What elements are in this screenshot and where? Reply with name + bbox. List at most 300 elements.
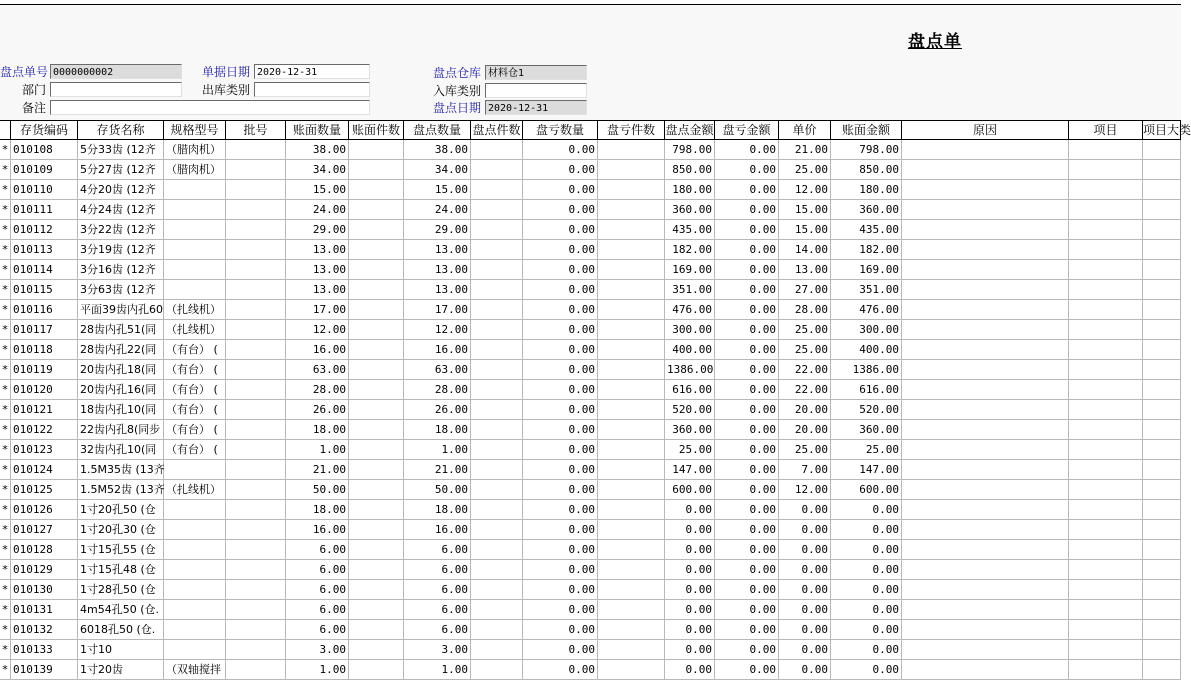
cell-loss-pieces[interactable] — [598, 360, 665, 380]
cell-book-pieces[interactable] — [349, 160, 404, 180]
cell-book-amount[interactable]: 400.00 — [831, 340, 902, 360]
cell-book-qty[interactable]: 28.00 — [286, 380, 349, 400]
cell-loss-amount[interactable]: 0.00 — [715, 440, 779, 460]
table-row[interactable] — [0, 500, 1181, 520]
cell-book-pieces[interactable] — [349, 320, 404, 340]
cell-book-pieces[interactable] — [349, 200, 404, 220]
cell-book-pieces[interactable] — [349, 220, 404, 240]
cell-loss-amount[interactable]: 0.00 — [715, 600, 779, 620]
cell-spec[interactable] — [164, 540, 226, 560]
cell-loss-amount[interactable]: 0.00 — [715, 580, 779, 600]
cell-check-pieces[interactable] — [471, 380, 523, 400]
cell-unit-price[interactable]: 20.00 — [779, 420, 831, 440]
table-row[interactable] — [0, 220, 1181, 240]
cell-book-pieces[interactable] — [349, 540, 404, 560]
cell-inv-name[interactable]: 4分20齿 (12齐 — [78, 180, 164, 200]
cell-loss-qty[interactable]: 0.00 — [523, 580, 598, 600]
cell-batch[interactable] — [226, 460, 286, 480]
cell-check-amount[interactable]: 180.00 — [665, 180, 715, 200]
cell-check-pieces[interactable] — [471, 280, 523, 300]
cell-inv-name[interactable]: 1寸28孔50 (仓 — [78, 580, 164, 600]
cell-batch[interactable] — [226, 300, 286, 320]
cell-check-amount[interactable]: 0.00 — [665, 620, 715, 640]
cell-check-qty[interactable]: 1.00 — [404, 660, 471, 680]
cell-inv-code[interactable]: 010125 — [11, 480, 78, 500]
cell-book-qty[interactable]: 38.00 — [286, 140, 349, 160]
cell-spec[interactable] — [164, 240, 226, 260]
cell-loss-pieces[interactable] — [598, 220, 665, 240]
cell-project-class[interactable] — [1143, 460, 1181, 480]
cell-check-qty[interactable]: 16.00 — [404, 340, 471, 360]
cell-book-amount[interactable]: 850.00 — [831, 160, 902, 180]
cell-unit-price[interactable]: 22.00 — [779, 380, 831, 400]
cell-unit-price[interactable]: 0.00 — [779, 560, 831, 580]
cell-check-qty[interactable]: 38.00 — [404, 140, 471, 160]
table-row[interactable] — [0, 300, 1181, 320]
cell-check-amount[interactable]: 0.00 — [665, 560, 715, 580]
cell-row-marker[interactable]: * — [0, 500, 11, 520]
cell-inv-code[interactable]: 010108 — [11, 140, 78, 160]
cell-loss-qty[interactable]: 0.00 — [523, 200, 598, 220]
cell-check-qty[interactable]: 1.00 — [404, 440, 471, 460]
cell-loss-pieces[interactable] — [598, 500, 665, 520]
cell-inv-code[interactable]: 010124 — [11, 460, 78, 480]
cell-check-amount[interactable]: 0.00 — [665, 640, 715, 660]
cell-check-qty[interactable]: 24.00 — [404, 200, 471, 220]
cell-book-amount[interactable]: 169.00 — [831, 260, 902, 280]
cell-check-amount[interactable]: 0.00 — [665, 660, 715, 680]
cell-reason[interactable] — [902, 220, 1069, 240]
cell-check-qty[interactable]: 6.00 — [404, 600, 471, 620]
cell-loss-amount[interactable]: 0.00 — [715, 280, 779, 300]
cell-loss-pieces[interactable] — [598, 460, 665, 480]
cell-unit-price[interactable]: 0.00 — [779, 640, 831, 660]
cell-inv-code[interactable]: 010116 — [11, 300, 78, 320]
cell-loss-amount[interactable]: 0.00 — [715, 640, 779, 660]
cell-book-qty[interactable]: 12.00 — [286, 320, 349, 340]
cell-batch[interactable] — [226, 280, 286, 300]
cell-row-marker[interactable]: * — [0, 560, 11, 580]
cell-project-class[interactable] — [1143, 160, 1181, 180]
cell-loss-amount[interactable]: 0.00 — [715, 260, 779, 280]
cell-project[interactable] — [1069, 200, 1143, 220]
col-header-batch[interactable]: 批号 — [226, 121, 286, 139]
cell-check-qty[interactable]: 18.00 — [404, 500, 471, 520]
cell-loss-pieces[interactable] — [598, 300, 665, 320]
warehouse-field[interactable]: 材料仓1 — [485, 65, 587, 80]
cell-book-amount[interactable]: 180.00 — [831, 180, 902, 200]
cell-inv-name[interactable]: 4m54孔50 (仓. — [78, 600, 164, 620]
cell-project-class[interactable] — [1143, 520, 1181, 540]
cell-loss-pieces[interactable] — [598, 200, 665, 220]
cell-inv-code[interactable]: 010109 — [11, 160, 78, 180]
cell-unit-price[interactable]: 25.00 — [779, 320, 831, 340]
check-date-field[interactable]: 2020-12-31 — [485, 100, 587, 115]
cell-loss-qty[interactable]: 0.00 — [523, 640, 598, 660]
col-header-check-amount[interactable]: 盘点金额 — [665, 123, 714, 137]
col-header-row-marker[interactable] — [0, 121, 11, 139]
cell-row-marker[interactable]: * — [0, 220, 11, 240]
cell-batch[interactable] — [226, 480, 286, 500]
col-header-unit-price[interactable]: 单价 — [779, 121, 831, 139]
cell-loss-amount[interactable]: 0.00 — [715, 200, 779, 220]
cell-loss-qty[interactable]: 0.00 — [523, 220, 598, 240]
cell-loss-qty[interactable]: 0.00 — [523, 140, 598, 160]
cell-book-amount[interactable]: 147.00 — [831, 460, 902, 480]
cell-batch[interactable] — [226, 160, 286, 180]
table-row[interactable] — [0, 260, 1181, 280]
cell-loss-qty[interactable]: 0.00 — [523, 420, 598, 440]
cell-check-qty[interactable]: 13.00 — [404, 240, 471, 260]
cell-row-marker[interactable]: * — [0, 480, 11, 500]
cell-check-pieces[interactable] — [471, 340, 523, 360]
cell-project-class[interactable] — [1143, 500, 1181, 520]
cell-check-qty[interactable]: 63.00 — [404, 360, 471, 380]
cell-check-amount[interactable]: 0.00 — [665, 520, 715, 540]
cell-book-pieces[interactable] — [349, 360, 404, 380]
cell-unit-price[interactable]: 0.00 — [779, 500, 831, 520]
doc-date-field[interactable]: 2020-12-31 — [254, 64, 370, 79]
cell-loss-pieces[interactable] — [598, 580, 665, 600]
cell-spec[interactable]: （双轴搅拌 — [164, 660, 226, 680]
cell-book-pieces[interactable] — [349, 280, 404, 300]
table-row[interactable] — [0, 420, 1181, 440]
cell-row-marker[interactable]: * — [0, 620, 11, 640]
cell-reason[interactable] — [902, 660, 1069, 680]
cell-check-pieces[interactable] — [471, 440, 523, 460]
cell-loss-pieces[interactable] — [598, 440, 665, 460]
cell-unit-price[interactable]: 27.00 — [779, 280, 831, 300]
cell-project[interactable] — [1069, 320, 1143, 340]
cell-project-class[interactable] — [1143, 360, 1181, 380]
cell-loss-pieces[interactable] — [598, 640, 665, 660]
cell-inv-name[interactable]: 4分24齿 (12齐 — [78, 200, 164, 220]
cell-loss-pieces[interactable] — [598, 540, 665, 560]
cell-reason[interactable] — [902, 640, 1069, 660]
cell-project-class[interactable] — [1143, 220, 1181, 240]
table-row[interactable] — [0, 160, 1181, 180]
cell-spec[interactable] — [164, 220, 226, 240]
col-header-inv-name[interactable]: 存货名称 — [78, 121, 164, 139]
cell-project[interactable] — [1069, 140, 1143, 160]
cell-check-qty[interactable]: 29.00 — [404, 220, 471, 240]
cell-loss-pieces[interactable] — [598, 280, 665, 300]
cell-book-pieces[interactable] — [349, 440, 404, 460]
cell-check-amount[interactable]: 616.00 — [665, 380, 715, 400]
cell-loss-amount[interactable]: 0.00 — [715, 180, 779, 200]
col-header-spec[interactable]: 规格型号 — [164, 121, 226, 139]
cell-check-pieces[interactable] — [471, 200, 523, 220]
cell-book-amount[interactable]: 0.00 — [831, 500, 902, 520]
cell-book-qty[interactable]: 6.00 — [286, 600, 349, 620]
cell-book-qty[interactable]: 24.00 — [286, 200, 349, 220]
cell-book-pieces[interactable] — [349, 640, 404, 660]
cell-project-class[interactable] — [1143, 140, 1181, 160]
cell-inv-name[interactable]: 1寸20孔50 (仓 — [78, 500, 164, 520]
cell-unit-price[interactable]: 0.00 — [779, 660, 831, 680]
cell-check-qty[interactable]: 15.00 — [404, 180, 471, 200]
cell-book-qty[interactable]: 63.00 — [286, 360, 349, 380]
cell-batch[interactable] — [226, 200, 286, 220]
cell-spec[interactable]: （腊肉机） — [164, 140, 226, 160]
cell-batch[interactable] — [226, 540, 286, 560]
cell-book-amount[interactable]: 182.00 — [831, 240, 902, 260]
cell-inv-code[interactable]: 010110 — [11, 180, 78, 200]
cell-book-amount[interactable]: 1386.00 — [831, 360, 902, 380]
cell-project[interactable] — [1069, 160, 1143, 180]
cell-book-qty[interactable]: 50.00 — [286, 480, 349, 500]
cell-spec[interactable] — [164, 640, 226, 660]
cell-spec[interactable] — [164, 580, 226, 600]
cell-check-qty[interactable]: 17.00 — [404, 300, 471, 320]
cell-loss-amount[interactable]: 0.00 — [715, 300, 779, 320]
cell-project-class[interactable] — [1143, 400, 1181, 420]
cell-batch[interactable] — [226, 180, 286, 200]
cell-loss-qty[interactable]: 0.00 — [523, 660, 598, 680]
cell-loss-qty[interactable]: 0.00 — [523, 320, 598, 340]
cell-book-pieces[interactable] — [349, 660, 404, 680]
cell-spec[interactable]: （扎线机） — [164, 480, 226, 500]
cell-spec[interactable] — [164, 460, 226, 480]
cell-book-qty[interactable]: 21.00 — [286, 460, 349, 480]
cell-check-amount[interactable]: 850.00 — [665, 160, 715, 180]
cell-book-pieces[interactable] — [349, 240, 404, 260]
cell-book-qty[interactable]: 26.00 — [286, 400, 349, 420]
cell-book-amount[interactable]: 360.00 — [831, 200, 902, 220]
cell-reason[interactable] — [902, 520, 1069, 540]
cell-check-amount[interactable]: 400.00 — [665, 340, 715, 360]
cell-check-pieces[interactable] — [471, 160, 523, 180]
cell-check-pieces[interactable] — [471, 640, 523, 660]
cell-reason[interactable] — [902, 400, 1069, 420]
cell-batch[interactable] — [226, 420, 286, 440]
cell-reason[interactable] — [902, 200, 1069, 220]
cell-loss-amount[interactable]: 0.00 — [715, 360, 779, 380]
cell-inv-name[interactable]: 平面39齿内孔60 — [78, 300, 164, 320]
cell-inv-code[interactable]: 010117 — [11, 320, 78, 340]
cell-row-marker[interactable]: * — [0, 540, 11, 560]
cell-book-qty[interactable]: 1.00 — [286, 440, 349, 460]
cell-spec[interactable]: （有台） ( — [164, 440, 226, 460]
cell-book-amount[interactable]: 435.00 — [831, 220, 902, 240]
cell-spec[interactable] — [164, 180, 226, 200]
table-row[interactable] — [0, 140, 1181, 160]
cell-batch[interactable] — [226, 520, 286, 540]
col-header-reason[interactable]: 原因 — [902, 121, 1069, 139]
cell-project[interactable] — [1069, 500, 1143, 520]
cell-check-pieces[interactable] — [471, 300, 523, 320]
cell-book-qty[interactable]: 18.00 — [286, 420, 349, 440]
cell-check-amount[interactable]: 0.00 — [665, 540, 715, 560]
cell-inv-code[interactable]: 010113 — [11, 240, 78, 260]
cell-project-class[interactable] — [1143, 540, 1181, 560]
cell-row-marker[interactable]: * — [0, 180, 11, 200]
cell-batch[interactable] — [226, 620, 286, 640]
cell-inv-code[interactable]: 010133 — [11, 640, 78, 660]
cell-book-pieces[interactable] — [349, 620, 404, 640]
cell-unit-price[interactable]: 0.00 — [779, 540, 831, 560]
cell-book-qty[interactable]: 13.00 — [286, 240, 349, 260]
cell-inv-name[interactable]: 22齿内孔8(同步 — [78, 420, 164, 440]
cell-spec[interactable] — [164, 600, 226, 620]
cell-inv-name[interactable]: 1寸10 — [78, 640, 164, 660]
cell-inv-name[interactable]: 3分63齿 (12齐 — [78, 280, 164, 300]
col-header-book-pieces[interactable]: 账面件数 — [349, 121, 404, 139]
cell-loss-pieces[interactable] — [598, 560, 665, 580]
cell-batch[interactable] — [226, 500, 286, 520]
cell-check-qty[interactable]: 6.00 — [404, 560, 471, 580]
cell-check-pieces[interactable] — [471, 240, 523, 260]
cell-project-class[interactable] — [1143, 640, 1181, 660]
cell-check-qty[interactable]: 50.00 — [404, 480, 471, 500]
cell-loss-amount[interactable]: 0.00 — [715, 540, 779, 560]
cell-spec[interactable] — [164, 560, 226, 580]
cell-project[interactable] — [1069, 240, 1143, 260]
cell-loss-qty[interactable]: 0.00 — [523, 500, 598, 520]
cell-reason[interactable] — [902, 160, 1069, 180]
cell-book-pieces[interactable] — [349, 580, 404, 600]
col-header-check-qty[interactable]: 盘点数量 — [404, 121, 471, 139]
cell-loss-qty[interactable]: 0.00 — [523, 240, 598, 260]
cell-check-pieces[interactable] — [471, 580, 523, 600]
cell-loss-pieces[interactable] — [598, 660, 665, 680]
cell-row-marker[interactable]: * — [0, 260, 11, 280]
cell-check-pieces[interactable] — [471, 320, 523, 340]
cell-row-marker[interactable]: * — [0, 340, 11, 360]
cell-loss-qty[interactable]: 0.00 — [523, 360, 598, 380]
cell-row-marker[interactable]: * — [0, 580, 11, 600]
cell-book-amount[interactable]: 798.00 — [831, 140, 902, 160]
cell-book-qty[interactable]: 6.00 — [286, 580, 349, 600]
cell-loss-amount[interactable]: 0.00 — [715, 160, 779, 180]
cell-check-pieces[interactable] — [471, 260, 523, 280]
cell-check-pieces[interactable] — [471, 660, 523, 680]
cell-book-pieces[interactable] — [349, 180, 404, 200]
cell-inv-name[interactable]: 20齿内孔16(同 — [78, 380, 164, 400]
cell-unit-price[interactable]: 20.00 — [779, 400, 831, 420]
table-row[interactable] — [0, 280, 1181, 300]
cell-project[interactable] — [1069, 280, 1143, 300]
cell-project[interactable] — [1069, 260, 1143, 280]
cell-reason[interactable] — [902, 480, 1069, 500]
cell-batch[interactable] — [226, 340, 286, 360]
cell-reason[interactable] — [902, 380, 1069, 400]
cell-book-amount[interactable]: 0.00 — [831, 540, 902, 560]
table-row[interactable] — [0, 320, 1181, 340]
cell-loss-qty[interactable]: 0.00 — [523, 300, 598, 320]
cell-check-pieces[interactable] — [471, 600, 523, 620]
cell-check-qty[interactable]: 3.00 — [404, 640, 471, 660]
cell-row-marker[interactable]: * — [0, 200, 11, 220]
table-row[interactable] — [0, 240, 1181, 260]
cell-row-marker[interactable]: * — [0, 280, 11, 300]
cell-project-class[interactable] — [1143, 320, 1181, 340]
remark-field[interactable] — [50, 100, 370, 115]
cell-loss-qty[interactable]: 0.00 — [523, 520, 598, 540]
col-header-book-amount[interactable]: 账面金额 — [831, 121, 902, 139]
cell-reason[interactable] — [902, 300, 1069, 320]
col-header-inv-code[interactable]: 存货编码 — [11, 121, 78, 139]
cell-project-class[interactable] — [1143, 440, 1181, 460]
cell-loss-pieces[interactable] — [598, 320, 665, 340]
cell-check-amount[interactable]: 360.00 — [665, 420, 715, 440]
cell-spec[interactable] — [164, 260, 226, 280]
cell-spec[interactable]: （有台） ( — [164, 420, 226, 440]
cell-check-amount[interactable]: 0.00 — [665, 600, 715, 620]
cell-book-amount[interactable]: 25.00 — [831, 440, 902, 460]
cell-inv-code[interactable]: 010132 — [11, 620, 78, 640]
cell-loss-amount[interactable]: 0.00 — [715, 320, 779, 340]
cell-project[interactable] — [1069, 400, 1143, 420]
cell-loss-pieces[interactable] — [598, 180, 665, 200]
cell-batch[interactable] — [226, 380, 286, 400]
cell-batch[interactable] — [226, 580, 286, 600]
cell-loss-qty[interactable]: 0.00 — [523, 540, 598, 560]
cell-loss-pieces[interactable] — [598, 600, 665, 620]
cell-reason[interactable] — [902, 360, 1069, 380]
cell-spec[interactable] — [164, 500, 226, 520]
cell-check-amount[interactable]: 351.00 — [665, 280, 715, 300]
cell-loss-qty[interactable]: 0.00 — [523, 180, 598, 200]
cell-unit-price[interactable]: 25.00 — [779, 440, 831, 460]
cell-project-class[interactable] — [1143, 380, 1181, 400]
cell-inv-code[interactable]: 010120 — [11, 380, 78, 400]
cell-project[interactable] — [1069, 580, 1143, 600]
table-row[interactable] — [0, 180, 1181, 200]
cell-book-qty[interactable]: 13.00 — [286, 280, 349, 300]
cell-inv-code[interactable]: 010130 — [11, 580, 78, 600]
cell-inv-code[interactable]: 010128 — [11, 540, 78, 560]
cell-inv-code[interactable]: 010111 — [11, 200, 78, 220]
cell-unit-price[interactable]: 25.00 — [779, 340, 831, 360]
cell-batch[interactable] — [226, 320, 286, 340]
cell-check-amount[interactable]: 435.00 — [665, 220, 715, 240]
col-header-loss-amount[interactable]: 盘亏金额 — [715, 121, 779, 139]
cell-inv-code[interactable]: 010114 — [11, 260, 78, 280]
cell-inv-name[interactable]: 20齿内孔18(同 — [78, 360, 164, 380]
cell-project-class[interactable] — [1143, 240, 1181, 260]
cell-row-marker[interactable]: * — [0, 420, 11, 440]
cell-inv-name[interactable]: 1.5M35齿 (13齐 — [78, 460, 164, 480]
cell-inv-name[interactable]: 28齿内孔51(同 — [78, 320, 164, 340]
cell-loss-qty[interactable]: 0.00 — [523, 260, 598, 280]
cell-spec[interactable]: （扎线机） — [164, 320, 226, 340]
cell-check-pieces[interactable] — [471, 180, 523, 200]
table-row[interactable] — [0, 660, 1181, 680]
cell-batch[interactable] — [226, 140, 286, 160]
cell-book-pieces[interactable] — [349, 260, 404, 280]
table-row[interactable] — [0, 400, 1181, 420]
cell-inv-code[interactable]: 010139 — [11, 660, 78, 680]
cell-check-qty[interactable]: 26.00 — [404, 400, 471, 420]
table-row[interactable] — [0, 520, 1181, 540]
cell-check-pieces[interactable] — [471, 500, 523, 520]
cell-book-amount[interactable]: 616.00 — [831, 380, 902, 400]
cell-loss-amount[interactable]: 0.00 — [715, 140, 779, 160]
cell-reason[interactable] — [902, 580, 1069, 600]
table-row[interactable] — [0, 600, 1181, 620]
cell-loss-qty[interactable]: 0.00 — [523, 600, 598, 620]
cell-project-class[interactable] — [1143, 560, 1181, 580]
cell-check-amount[interactable]: 182.00 — [665, 240, 715, 260]
cell-unit-price[interactable]: 15.00 — [779, 220, 831, 240]
cell-book-amount[interactable]: 0.00 — [831, 560, 902, 580]
cell-book-amount[interactable]: 0.00 — [831, 580, 902, 600]
cell-batch[interactable] — [226, 240, 286, 260]
cell-check-pieces[interactable] — [471, 360, 523, 380]
cell-project[interactable] — [1069, 440, 1143, 460]
cell-unit-price[interactable]: 22.00 — [779, 360, 831, 380]
